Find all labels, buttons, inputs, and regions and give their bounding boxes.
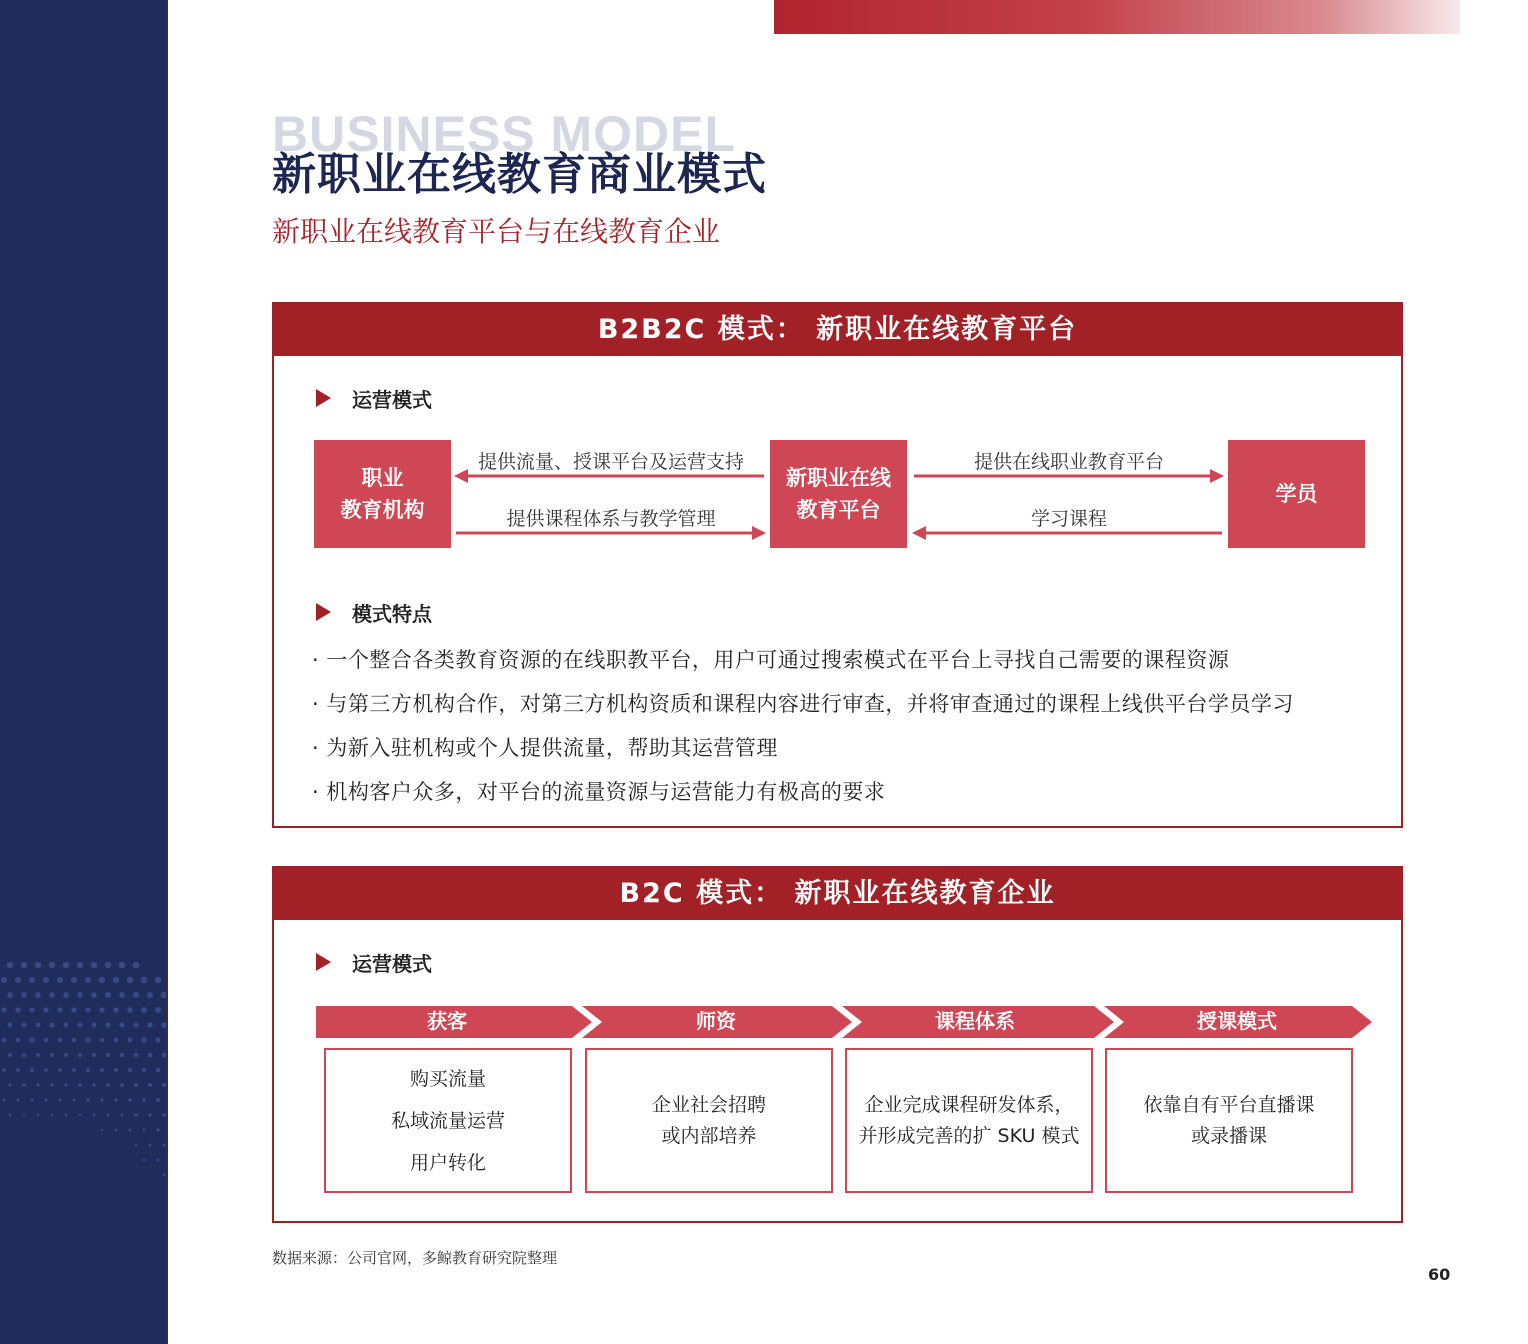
decor-dot (64, 1053, 68, 1057)
decor-dot (79, 1114, 82, 1117)
decor-dot (2, 1098, 5, 1101)
decor-dot (106, 1053, 110, 1057)
decor-dot (43, 977, 49, 983)
decor-dot (8, 1053, 12, 1057)
page-number: 60 (1428, 1265, 1451, 1284)
decor-dot (22, 1023, 27, 1028)
decor-dot (86, 1068, 90, 1072)
watermark-text: BUSINESS MODEL (272, 106, 737, 162)
decor-dot (50, 1023, 55, 1028)
box-student: 学员 (1228, 440, 1365, 548)
decor-dot (162, 1053, 166, 1058)
decor-dot (36, 1023, 41, 1028)
decor-dot (127, 977, 133, 983)
decor-dot (105, 992, 111, 998)
decor-dot (92, 1083, 96, 1087)
decor-dot (163, 1174, 166, 1177)
decor-dot (156, 1128, 159, 1131)
top-gradient-bar (774, 0, 1460, 34)
decor-dot (22, 1053, 26, 1057)
decor-dot (7, 992, 13, 998)
decor-dot (63, 962, 69, 968)
decor-dot (30, 1068, 34, 1072)
decor-dot (91, 1022, 96, 1027)
decor-dot (148, 1113, 151, 1116)
decor-dot (7, 962, 13, 968)
decor-dot (17, 1099, 20, 1102)
decor-dot (2, 1068, 6, 1072)
arrow-left-icon (454, 469, 766, 483)
decor-dot (161, 1022, 166, 1028)
decor-dot (57, 977, 63, 983)
decor-dot (128, 1068, 132, 1072)
decor-dot (58, 1038, 63, 1043)
decor-dot (63, 992, 69, 998)
decor-dot (157, 1159, 160, 1162)
b2c-ops-label: 运营模式 (352, 952, 432, 976)
arrow-left-icon (912, 526, 1224, 540)
decor-dot (162, 1143, 165, 1146)
flow-left-bottom-label: 提供课程体系与教学管理 (506, 508, 716, 530)
decor-dot (43, 1007, 48, 1012)
decor-dot (44, 1038, 48, 1042)
b2b2c-features-label: 模式特点 (352, 602, 432, 626)
decor-dot (78, 1083, 81, 1086)
decor-dot (99, 977, 105, 983)
decor-dot (105, 1022, 110, 1027)
b2b2c-ops-label: 运营模式 (352, 388, 432, 412)
decor-dot (141, 1037, 146, 1042)
decor-dot (119, 992, 125, 998)
decor-dot (143, 1159, 145, 1161)
source-footnote: 数据来源：公司官网，多鲸教育研究院整理 (272, 1249, 558, 1267)
sidebar-decoration (0, 0, 168, 1344)
decor-dot (100, 1038, 105, 1043)
dotted-globe-decoration (0, 940, 166, 1344)
decor-dot (127, 1007, 133, 1013)
decor-dot (49, 992, 55, 998)
decor-dot (16, 1068, 20, 1072)
feature-item: · 与第三方机构合作，对第三方机构资质和课程内容进行审查，并将审查通过的课程上线供平台学员学习 (312, 692, 1294, 716)
decor-dot (30, 1038, 34, 1042)
decor-dot (134, 1053, 139, 1058)
decor-dot (71, 1007, 76, 1012)
decor-dot (29, 977, 35, 983)
decor-dot (77, 992, 83, 998)
decor-dot (8, 1083, 11, 1086)
flow-left-top-label: 提供流量、授课平台及运营支持 (477, 451, 744, 473)
decor-dot (141, 1007, 147, 1013)
decor-dot (119, 1022, 124, 1027)
decor-dot (149, 1144, 152, 1147)
decor-dot (142, 1098, 146, 1102)
decor-dot (148, 1053, 153, 1058)
decor-dot (45, 1099, 48, 1102)
decor-dot (135, 1144, 138, 1147)
decor-dot (29, 1007, 34, 1012)
decor-dot (106, 1083, 110, 1087)
decor-dot (147, 1022, 152, 1027)
decor-dot (22, 1083, 25, 1086)
decor-dot (72, 1038, 77, 1043)
flow-right-bottom-label: 学习课程 (1030, 508, 1107, 530)
decor-dot (91, 962, 98, 969)
decor-dot (86, 1098, 89, 1101)
page-subtitle: 新职业在线教育平台与在线教育企业 (272, 215, 721, 248)
decor-dot (78, 1053, 82, 1057)
feature-item: · 一个整合各类教育资源的在线职教平台，用户可通过搜索模式在平台上寻找自己需要的课程资源 (312, 648, 1230, 672)
box-education-institution: 职业 教育机构 (314, 440, 451, 548)
decor-dot (120, 1113, 123, 1116)
decor-dot (44, 1068, 48, 1072)
decor-dot (100, 1068, 104, 1072)
decor-dot (101, 1129, 103, 1131)
feature-item: · 为新入驻机构或个人提供流量，帮助其运营管理 (312, 736, 778, 760)
stage-box-faculty: 企业社会招聘 或内部培养 (585, 1048, 833, 1193)
stage-box-curriculum: 企业完成课程研发体系， 并形成完善的扩 SKU 模式 (845, 1048, 1093, 1193)
decor-dot (15, 1007, 20, 1012)
decor-dot (142, 1128, 145, 1131)
decor-dot (162, 1083, 166, 1087)
decor-dot (133, 992, 139, 998)
decor-dot (37, 1114, 40, 1117)
decor-dot (35, 962, 41, 968)
decor-dot (100, 1098, 103, 1101)
decor-dot (2, 1038, 7, 1043)
decor-dot (133, 962, 140, 969)
decor-dot (155, 1007, 161, 1013)
decor-dot (119, 962, 126, 969)
decor-dot (120, 1083, 124, 1087)
decor-dot (36, 1083, 39, 1086)
decor-dot (114, 1068, 118, 1072)
stage-label-faculty: 师资 (696, 1009, 736, 1033)
decor-dot (105, 962, 112, 969)
stage-label-curriculum: 课程体系 (935, 1009, 1015, 1033)
stage-box-teaching: 依靠自有平台直播课 或录播课 (1105, 1048, 1353, 1193)
decor-dot (85, 1007, 90, 1012)
decor-dot (64, 1023, 69, 1028)
decor-dot (133, 1022, 138, 1027)
arrow-right-icon (454, 526, 766, 540)
decor-dot (59, 1099, 62, 1102)
decor-dot (1, 977, 7, 983)
decor-dot (16, 1038, 21, 1043)
decor-dot (1, 1007, 6, 1012)
decor-dot (129, 1129, 132, 1132)
decor-dot (73, 1099, 76, 1102)
arrow-right-icon (912, 469, 1224, 483)
decor-dot (92, 1053, 96, 1057)
decor-dot (162, 1113, 166, 1117)
decor-dot (71, 977, 77, 983)
decor-dot (58, 1068, 62, 1072)
decor-dot (86, 1038, 91, 1043)
decor-dot (107, 1114, 110, 1117)
b2b2c-header: B2B2C 模式： 新职业在线教育平台 (274, 304, 1401, 356)
decor-dot (134, 1113, 137, 1116)
decor-dot (113, 977, 119, 983)
decor-dot (77, 962, 83, 968)
decor-dot (156, 1098, 160, 1102)
decor-dot (114, 1098, 117, 1101)
decor-dot (65, 1114, 68, 1117)
decor-dot (114, 1038, 119, 1043)
decor-dot (49, 962, 55, 968)
decor-dot (155, 977, 162, 984)
decor-dot (93, 1114, 96, 1117)
b2c-header: B2C 模式： 新职业在线教育企业 (274, 868, 1401, 920)
decor-dot (128, 1038, 133, 1043)
decor-dot (31, 1099, 34, 1102)
stage-box-acquisition: 购买流量 私域流量运营 用户转化 (324, 1048, 572, 1193)
decor-dot (115, 1129, 118, 1132)
decor-dot (99, 1007, 104, 1012)
decor-dot (147, 992, 153, 998)
decor-dot (21, 992, 27, 998)
decor-dot (85, 977, 91, 983)
decor-dot (142, 1068, 146, 1072)
decor-dot (148, 1083, 152, 1087)
decor-dot (36, 1053, 40, 1057)
decor-dot (161, 992, 166, 998)
b2b2c-panel (272, 302, 1403, 828)
stage-label-teaching: 授课模式 (1197, 1009, 1277, 1033)
decor-dot (141, 977, 148, 984)
decor-dot (50, 1083, 53, 1086)
decor-dot (8, 1023, 13, 1028)
decor-dot (57, 1007, 62, 1012)
page-title: 新职业在线教育商业模式 (272, 149, 767, 200)
decor-dot (156, 1068, 161, 1073)
decor-dot (134, 1083, 138, 1087)
features-list (312, 642, 1294, 818)
decor-dot (120, 1053, 124, 1057)
box-online-platform: 新职业在线 教育平台 (770, 440, 907, 548)
decor-dot (64, 1083, 67, 1086)
feature-item: · 机构客户众多，对平台的流量资源与运营能力有极高的要求 (312, 780, 886, 804)
decor-dot (91, 992, 97, 998)
decor-dot (9, 1114, 12, 1117)
decor-dot (15, 977, 21, 983)
decor-dot (155, 1037, 160, 1042)
decor-dot (51, 1114, 54, 1117)
b2c-panel (272, 866, 1403, 1223)
decor-dot (50, 1053, 54, 1057)
decor-dot (35, 992, 41, 998)
decor-dot (128, 1098, 132, 1102)
flow-right-top-label: 提供在线职业教育平台 (973, 451, 1164, 473)
stage-label-acquisition: 获客 (427, 1009, 467, 1033)
decor-dot (113, 1007, 119, 1013)
decor-dot (72, 1068, 76, 1072)
decor-dot (78, 1023, 83, 1028)
decor-dot (21, 962, 27, 968)
decor-dot (23, 1114, 26, 1117)
